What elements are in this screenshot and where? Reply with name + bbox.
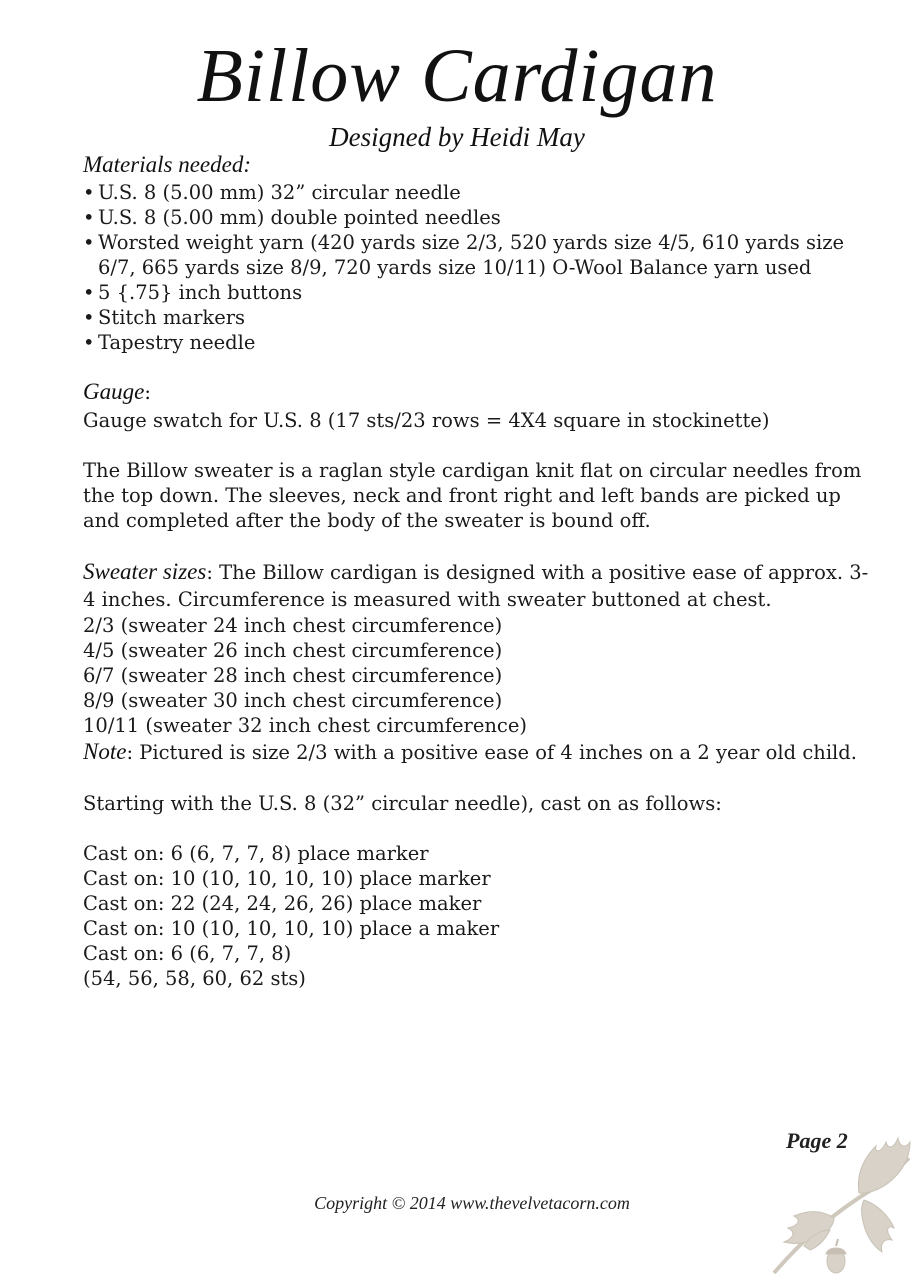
- list-item: 10/11 (sweater 32 inch chest circumference): [83, 714, 528, 737]
- list-item: • U.S. 8 (5.00 mm) double pointed needles: [83, 205, 873, 230]
- list-item: • 5 {.75} inch buttons: [83, 280, 873, 305]
- list-item: • Stitch markers: [83, 305, 873, 330]
- list-item: 6/7 (sweater 28 inch chest circumference): [83, 664, 503, 687]
- list-item: Cast on: 10 (10, 10, 10, 10) place marker: [83, 867, 491, 890]
- cast-on-intro: Starting with the U.S. 8 (32” circular needle), cast on as follows:: [83, 792, 722, 815]
- sizes-paragraph: [83, 558, 873, 613]
- note-paragraph: [83, 738, 873, 766]
- page-number: Page 2: [786, 1128, 848, 1153]
- list-item: Cast on: 6 (6, 7, 7, 8): [83, 942, 292, 965]
- sizes-heading: Sweater sizes: [83, 559, 207, 584]
- note-text: : Pictured is size 2/3 with a positive ease of 4 inches on a 2 year old child.: [126, 741, 857, 764]
- list-item: 8/9 (sweater 30 inch chest circumference): [83, 689, 503, 712]
- note-heading: Note: [83, 739, 127, 764]
- list-item: Cast on: 10 (10, 10, 10, 10) place a maker: [83, 917, 500, 940]
- list-item: Cast on: 6 (6, 7, 7, 8) place marker: [83, 842, 429, 865]
- copyright-footer: Copyright © 2014 www.thevelvetacorn.com: [314, 1193, 630, 1213]
- pattern-content: [83, 150, 873, 991]
- gauge-heading-colon: :: [144, 381, 151, 404]
- page-title: Billow Cardigan: [196, 34, 718, 118]
- size-list: [83, 613, 873, 738]
- sizes-intro: : The Billow cardigan is designed with a positive ease of approx. 3-4 inches. Circumference is measured with sweater buttoned at chest.: [83, 561, 869, 611]
- list-item: • U.S. 8 (5.00 mm) 32” circular needle: [83, 180, 873, 205]
- description-paragraph: The Billow sweater is a raglan style cardigan knit flat on circular needles from the top down. The sleeves, neck and front right and left bands are picked up and completed after the body of the sweater is bound off.: [83, 459, 862, 532]
- list-item: • Tapestry needle: [83, 330, 873, 355]
- materials-heading: Materials needed:: [83, 152, 251, 177]
- list-item: Cast on: 22 (24, 24, 26, 26) place maker: [83, 892, 482, 915]
- list-item: (54, 56, 58, 60, 62 sts): [83, 967, 306, 990]
- gauge-heading: [83, 377, 873, 408]
- cast-on-list: [83, 841, 873, 991]
- gauge-text: Gauge swatch for U.S. 8 (17 sts/23 rows = 4X4 square in stockinette): [83, 409, 770, 432]
- designer-credit: Designed by Heidi May: [329, 122, 585, 152]
- gauge-heading-label: Gauge: [83, 379, 145, 404]
- materials-list: [83, 180, 873, 355]
- list-item: • Worsted weight yarn (420 yards size 2/3, 520 yards size 4/5, 610 yards size 6/7, 665 yards size 8/9, 720 yards size 10/11) O-Wool Balance yarn used: [83, 230, 873, 280]
- list-item: 2/3 (sweater 24 inch chest circumference): [83, 614, 503, 637]
- list-item: 4/5 (sweater 26 inch chest circumference): [83, 639, 503, 662]
